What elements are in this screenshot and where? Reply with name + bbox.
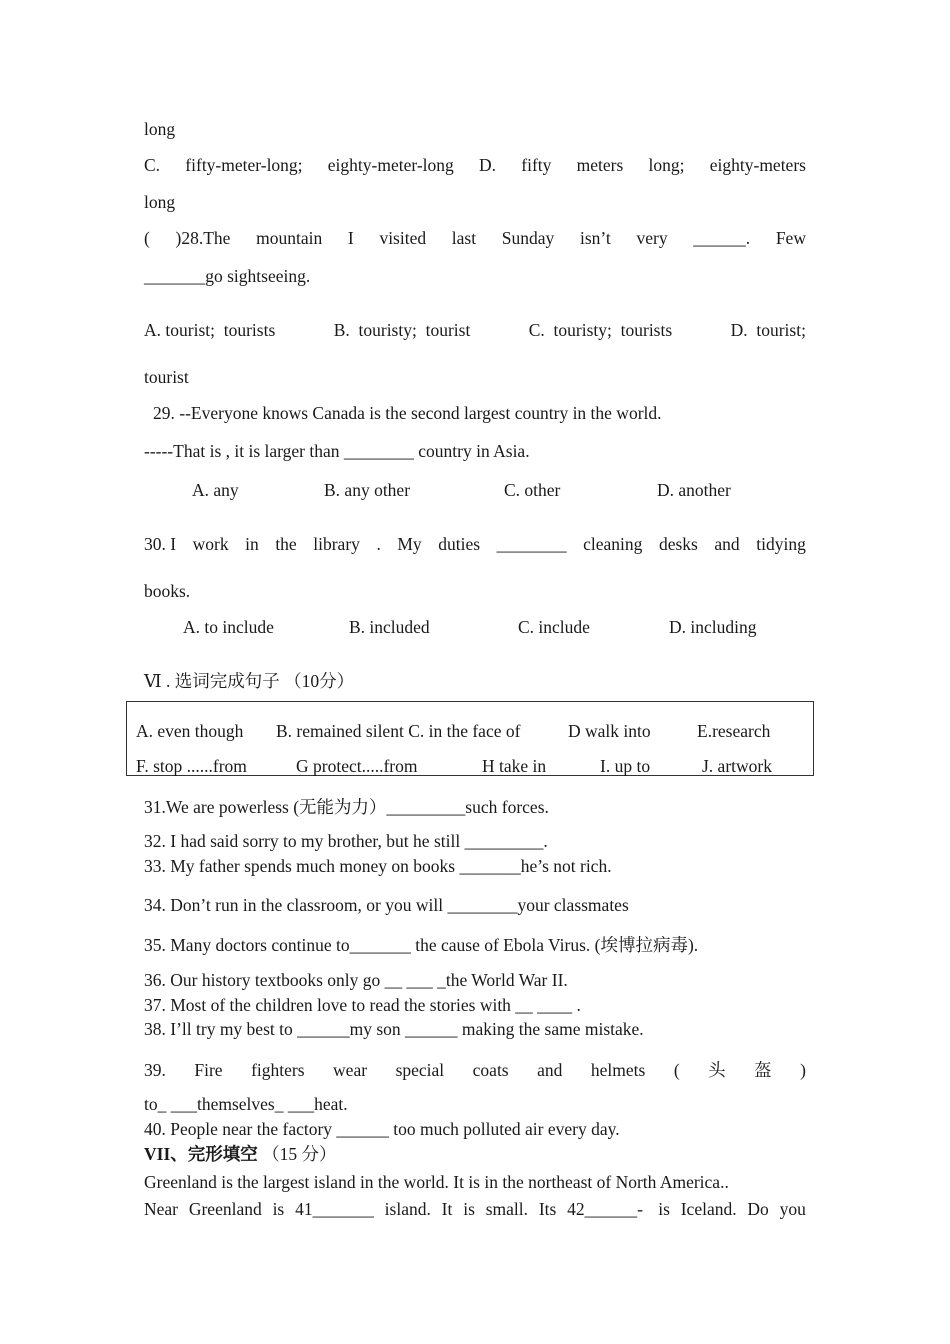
text-line: long [144,192,176,212]
word: C. touristy; tourists [528,320,673,340]
q30-option-d: D. including [669,617,757,637]
option-line [144,154,806,176]
q30-option-c: C. include [518,617,590,637]
word: My [397,534,422,554]
word: and [714,534,740,554]
word: helmets [590,1060,646,1080]
q29-option-d: D. another [657,480,731,500]
word: Fire [194,1060,223,1080]
word: the [275,534,297,554]
word: Its [538,1199,557,1219]
word: visited [379,228,427,248]
word: small. [485,1199,529,1219]
question-28-line2: _______go sightseeing. [144,266,311,286]
word: A. tourist; tourists [144,320,276,340]
word: tidying [756,534,806,554]
word: fifty [521,155,552,175]
word: Iceland. [680,1199,737,1219]
word: ( [144,228,150,248]
word: isn’t [579,228,611,248]
word: 30. I [144,534,177,554]
word: is [463,1199,475,1219]
word: D. tourist; [730,320,806,340]
text-line: long [144,119,176,139]
word: duties [438,534,481,554]
word: Do [747,1199,769,1219]
passage-line-2 [144,1198,806,1220]
question-36: 36. Our history textbooks only go __ ___ _the World War II. [144,970,568,990]
passage-line-1: Greenland is the largest island in the world. It is in the northeast of North America.. [144,1172,729,1192]
word: 盔 [754,1060,772,1080]
question-33: 33. My father spends much money on books _______he’s not rich. [144,856,612,876]
word: is [272,1199,285,1219]
question-30 [144,533,806,555]
question-31: 31.We are powerless (无能为力）_________such forces. [144,797,549,817]
q30-option-a: A. to include [183,617,274,637]
word: and [537,1060,563,1080]
word: 头 [708,1060,726,1080]
word: special [395,1060,445,1080]
word: 41_______ [295,1199,374,1219]
q29-option-b: B. any other [324,480,411,500]
word: you [779,1199,806,1219]
question-38: 38. I’ll try my best to ______my son ______ making the same mistake. [144,1019,644,1039]
word: wear [333,1060,368,1080]
question-40: 40. People near the factory ______ too much polluted air every day. [144,1119,620,1139]
word: )28.The [175,228,231,248]
word: is [653,1199,670,1219]
word: Near [144,1199,179,1219]
word: library [313,534,360,554]
question-34: 34. Don’t run in the classroom, or you will ________your classmates [144,895,629,915]
question-37: 37. Most of the children love to read the stories with __ ____ . [144,995,581,1015]
word: 42______- [567,1199,643,1219]
question-30-line2: books. [144,581,191,601]
section-6-heading: Ⅵ . 选词完成句子 （10分） [144,671,355,691]
word: very [636,228,668,248]
section-7-score: （15 分） [262,1144,337,1164]
word-bank-e: E.research [697,721,771,741]
word: work [192,534,229,554]
word: Greenland [188,1199,262,1219]
word: ) [800,1060,806,1080]
word: fighters [251,1060,305,1080]
word-bank-f: F. stop ......from [136,756,247,776]
question-39-line2: to_ ___themselves_ ___heat. [144,1094,348,1114]
word: cleaning [583,534,643,554]
question-28 [144,227,806,249]
section-7-title: VII、完形填空 [144,1144,258,1164]
word-bank-g: G protect.....from [296,756,418,776]
word: Sunday [501,228,555,248]
word: D. [479,155,497,175]
word-bank-h: H take in [482,756,547,776]
word: in [245,534,259,554]
word: Few [775,228,806,248]
word: island. [384,1199,431,1219]
question-39 [144,1059,806,1081]
q29-option-c: C. other [504,480,561,500]
word: B. touristy; tourist [333,320,471,340]
word: . [376,534,381,554]
question-28-options [144,319,806,341]
word-bank-a: A. even though [136,721,244,741]
question-35: 35. Many doctors continue to_______ the cause of Ebola Virus. (埃博拉病毒). [144,935,699,955]
q29-option-a: A. any [192,480,239,500]
word: long; [648,155,685,175]
question-29: 29. --Everyone knows Canada is the second largest country in the world. [153,403,662,423]
word: ( [673,1060,680,1080]
word: 39. [144,1060,166,1080]
word: eighty-meters [709,155,806,175]
word: ________ [496,534,567,554]
question-29-line2: -----That is , it is larger than ________ country in Asia. [144,441,530,461]
word: last [451,228,477,248]
word: ______. [693,228,751,248]
word: desks [658,534,698,554]
word: fifty-meter-long; [185,155,303,175]
word: eighty-meter-long [327,155,454,175]
question-32: 32. I had said sorry to my brother, but he still _________. [144,831,548,851]
word: I [347,228,354,248]
word-bank-j: J. artwork [702,756,772,776]
word-bank-d: D walk into [568,721,651,741]
word: meters [576,155,624,175]
word: It [441,1199,453,1219]
section-7-heading [144,1143,337,1165]
word: mountain [256,228,323,248]
word: coats [472,1060,509,1080]
text-line: tourist [144,367,189,387]
word-bank-i: I. up to [600,756,651,776]
word-bank-b-c: B. remained silent C. in the face of [276,721,521,741]
word: C. [144,155,161,175]
q30-option-b: B. included [349,617,430,637]
